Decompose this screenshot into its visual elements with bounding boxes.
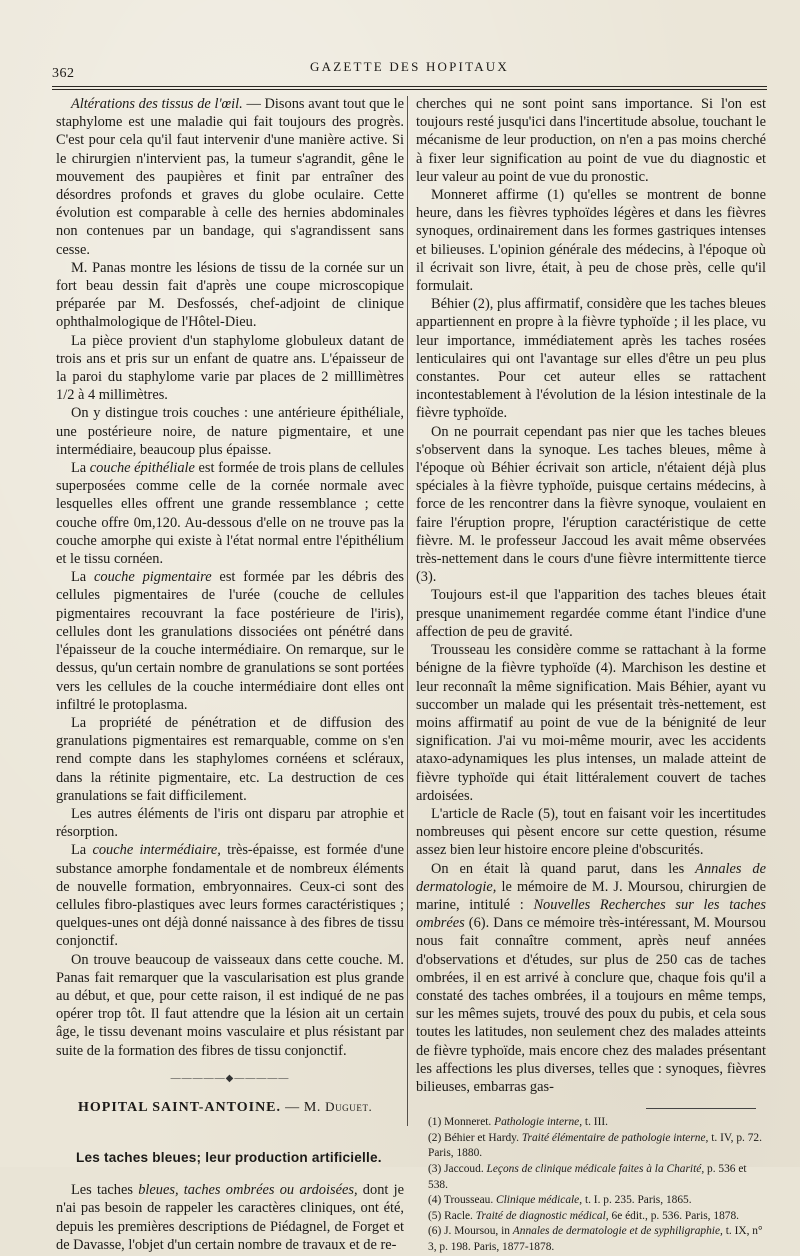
paragraph: Toujours est-il que l'apparition des taches bleues était presque unanimement regardée comme étant l'indice d'une affection de peu de gravité. [416, 587, 766, 640]
paragraph: La propriété de pénétration et de diffusion des granulations pigmentaires est remarquable, comme on s'en rend compte dans les staphylomes cornéens et scléraux, dans la rétinite pigmentaire, etc. La destruction de ces granulations se fait difficilement. [56, 714, 404, 804]
footnote: (5) Racle. Traité de diagnostic médical, 6e édit., p. 536. Paris, 1878. [428, 1209, 740, 1222]
section-heading: HOPITAL SAINT-ANTOINE. — M. Duguet. [78, 1098, 373, 1115]
paragraph: On en était là quand parut, dans les Annales de dermatologie, le mémoire de M. J. Moursou, chirurgien de marine, intitulé : Nouvelles Recherches sur les taches ombrées (6). Dans ce mémoire très-intéressant, M. Moursou nous fait connaître comment, après neuf années d'observations et d'études, sur plus de 250 cas de taches ombrées, il en est arrivé à conclure que, chaque fois qu'il a constaté des taches ombrées, il a toujours en même temps, sur les mêmes sujets, trouvé des poux du pubis, et cela sous toutes les latitudes, non seulement chez des malades atteints de fièvre typhoïde, mais encore chez des malades présentant les affections les plus diverses, telles que : synoques, fièvres bilieuses, embarras gas- [416, 860, 766, 1095]
paragraph: cherches qui ne sont point sans importance. Si l'on est toujours resté jusqu'ici dans l'incertitude absolue, touchant le mécanisme de leur production, on n'en a pas moins cherché à fixer leur signification au point de vue du diagnostic et leur valeur au point de vue du pronostic. [416, 96, 766, 185]
right-column [416, 95, 766, 1256]
paragraph: Trousseau les considère comme se rattachant à la forme bénigne de la fièvre typhoïde (4). Marchison les destine et leur reconnaît la même signification. Mais Béhier, ayant vu succomber un malade qui les présentait très-nettement, est moins affirmatif au point de vue de la bénignité de leur signification. J'ai vu moi-même mourir, avec les accidents ataxo-adynamiques les plus intenses, un malade atteint de fièvre typhoïde qui était littéralement couvert de taches ardoisées. [416, 642, 766, 804]
paragraph: La couche épithéliale est formée de trois plans de cellules superposées comme celle de la cornée normale avec lesquelles elles offrent une grande ressemblance ; cette couche offre 0m,120. Au-dessous d'elle on ne trouve pas la couche amorphe qui existe à l'état normal entre l'épithélium et le tissu cornéen. [56, 460, 404, 568]
paragraph: On ne pourrait cependant pas nier que les taches bleues s'observent dans la synoque. Les taches bleues, même à l'époque où Béhier écrivait son article, n'étaient déjà plus spéciales à la fièvre typhoïde, puisque certains médecins, à force de les rencontrer dans la fièvre synoque, voulaient en faire l'éruption propre, l'éruption caractéristique de cette fièvre. M. le professeur Jaccoud les avait même observées très-nettement dans le cours d'une fièvre intermittente tierce (3). [416, 423, 766, 586]
paragraph: Altérations des tissus de l'œil. — Disons avant tout que le staphylome est une maladie qui fait toujours des progrès. C'est pour cela qu'il faut intervenir d'une manière active. Si le chirurgien n'intervient pas, la tumeur s'agrandit, gêne le mouvement des paupières et finit par entraîner des désordres profonds et graves du globe oculaire. Cette évolution est comparable à celle des hernies abdominales non contenues par un bandage, qui s'agrandissent sans cesse. [56, 96, 404, 258]
footnotes [416, 1115, 766, 1255]
paragraph: Béhier (2), plus affirmatif, considère que les taches bleues appartiennent en propre à la fièvre typhoïde ; il les place, vu leur importance, immédiatement après les taches rosées lenticulaires qui ont l'avantage sur elles d'être un peu plus constantes. Pour cet auteur elles se rattachent incontestablement à l'évolution de la lésion intestinale de la fièvre typhoïde. [416, 296, 766, 422]
paragraph: La couche intermédiaire, très-épaisse, est formée d'une substance amorphe fondamentale et de nombreux éléments de nouvelle formation, embryonnaires. Ceux-ci sont des cellules fibro-plastiques avec leurs formes caractéristiques ; quelques-unes ont déjà donné naissance à des fibres de tissu conjonctif. [56, 842, 404, 950]
author-name: Duguet. [325, 1098, 373, 1114]
page-number: 362 [52, 66, 75, 81]
paragraph: La pièce provient d'un staphylome globuleux datant de trois ans et pris sur un enfant de quatre ans. L'épaisseur de la paroi du staphylome varie par places de 2 milllimètres 1/2 à 4 millimètres. [56, 332, 404, 404]
section-separator: —————◆————— [170, 1072, 290, 1084]
paragraph: Les autres éléments de l'iris ont disparu par atrophie et résorption. [56, 805, 404, 841]
footnote: (3) Jaccoud. Leçons de clinique médicale faites à la Charité, p. 536 et 538. [428, 1162, 747, 1191]
paragraph: Les taches bleues, taches ombrées ou ardoisées, dont je n'ai pas besoin de rappeler les caractères cliniques, ont été, depuis les premières descriptions de Piédagnel, de Forget et de Davasse, l'objet d'un certain nombre de travaux et de re- [56, 1182, 404, 1253]
footnote: (4) Trousseau. Clinique médicale, t. I. p. 235. Paris, 1865. [428, 1194, 692, 1207]
paragraph: L'article de Racle (5), tout en faisant voir les incertitudes nombreuses qui pèsent encore sur cette question, résume assez bien leur histoire encore pleine d'obscurités. [416, 805, 766, 859]
paragraph: On y distingue trois couches : une antérieure épithéliale, une postérieure noire, de nature pigmentaire, et une intermédiaire, beaucoup plus épaisse. [56, 405, 404, 458]
paragraph: On trouve beaucoup de vaisseaux dans cette couche. M. Panas fait remarquer que la vascularisation est plus grande au début, et que, pour cette raison, il est indiqué de ne pas opérer trop tôt. Il faut attendre que la lésion ait un certain âge, le tissu devenant moins vasculaire et plus résistant par suite de la formation des fibres de tissu conjonctif. [56, 951, 404, 1059]
footnote-rule [646, 1108, 756, 1109]
column-divider [407, 96, 408, 1126]
footnote: (2) Béhier et Hardy. Traité élémentaire de pathologie interne, t. IV, p. 72. Paris, 1880. [428, 1131, 762, 1160]
left-column [56, 95, 404, 1254]
header-rule-double [52, 89, 767, 90]
paragraph: La couche pigmentaire est formée par les débris des cellules pigmentaires de l'urée (couche de cellules pigmentaires recouvrant la face postérieure de l'iris), cellules dont les granulations dissociées ont pénétré dans l'épaisseur de la couche intermédiaire. On remarque, sur le dessus, qu'un certain nombre de granulations se sont portées vers les cellules de la couche intermédiaire dont elles ont infiltré le protoplasma. [56, 569, 405, 713]
page-header [52, 58, 767, 80]
paragraph: M. Panas montre les lésions de tissu de la cornée sur un fort beau dessin fait d'après une coupe microscopique préparée par M. Desfossés, chef-adjoint de clinique ophthalmologique de l'Hôtel-Dieu. [56, 259, 404, 331]
running-title: GAZETTE DES HOPITAUX [310, 59, 509, 74]
footnote: (1) Monneret. Pathologie interne, t. III. [428, 1116, 608, 1129]
hospital-name: HOPITAL SAINT-ANTOINE. [78, 1099, 282, 1115]
paragraph: Monneret affirme (1) qu'elles se montrent de bonne heure, dans les fièvres typhoïdes légères et dans les fièvres synoques, ordinairement dans les formes gastriques intenses et bilieuses. L'opinion générale des médecins, à l'époque où il écrivait son livre, était, à peu de chose près, celle qu'il formulait. [416, 187, 766, 295]
article-subheading: Les taches bleues; leur production artificielle. [76, 1149, 382, 1165]
footnote: (6) J. Moursou, in Annales de dermatologie et de syphiligraphie, t. IX, n° 3, p. 198. Paris, 1877-1878. [428, 1225, 763, 1253]
header-rule [52, 86, 767, 87]
